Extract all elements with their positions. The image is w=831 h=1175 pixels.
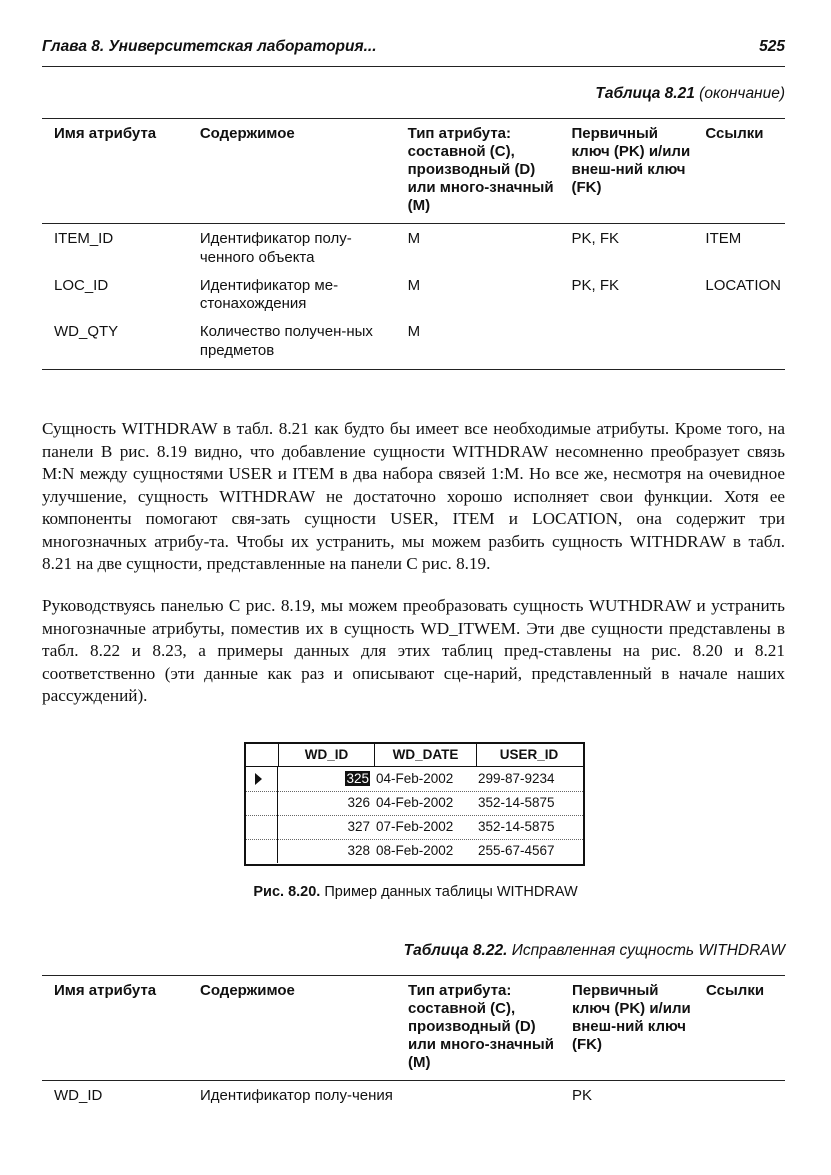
wd-date-cell: 07-Feb-2002: [376, 819, 454, 834]
figure-8-20-caption: [0, 884, 831, 900]
attribute-name: WD_ID: [54, 1087, 103, 1104]
datasheet-row: [246, 767, 583, 792]
user-id-cell: 255-67-4567: [478, 843, 555, 858]
col-attribute-name: Имя атрибута: [54, 125, 157, 142]
row-selector: [246, 791, 278, 815]
attribute-ref: LOCATION: [705, 276, 781, 294]
row-selector: [246, 839, 278, 863]
head-rule: [42, 66, 785, 67]
col-wd-date: WD_DATE: [374, 744, 476, 766]
col-attribute-name: Имя атрибута: [54, 982, 157, 999]
wd-date-cell: 08-Feb-2002: [376, 843, 454, 858]
figure-caption-text: Пример данных таблицы WITHDRAW: [320, 884, 578, 900]
table-row: [42, 224, 785, 271]
wd-id-cell: 327: [347, 819, 370, 834]
attribute-content: Идентификатор ме-стонахождения: [199, 276, 339, 313]
attribute-key: PK, FK: [571, 230, 619, 247]
wd-date-cell: 04-Feb-2002: [376, 795, 454, 810]
attribute-ref: [701, 317, 785, 369]
user-id-cell: 352-14-5875: [478, 819, 555, 834]
attribute-content: Идентификатор полу-чения: [200, 1087, 393, 1104]
row-selector: [246, 815, 278, 839]
attribute-type: M: [407, 230, 421, 247]
chapter-title: Глава 8. Университетская лаборатория...: [42, 38, 377, 55]
col-attribute-type: Тип атрибута: составной (С), производный (D) или много-значный (М): [407, 125, 554, 214]
table-row: [42, 317, 785, 369]
datasheet-header: [246, 744, 583, 767]
attribute-key: PK: [572, 1087, 593, 1104]
attribute-ref: ITEM: [705, 230, 742, 247]
datasheet-row: [246, 839, 583, 863]
table-8-21: [42, 118, 785, 370]
attribute-content: Идентификатор полу-ченного объекта: [199, 230, 352, 266]
table-8-22-caption: [404, 942, 785, 960]
row-selector: [246, 767, 278, 791]
current-record-arrow-icon: [255, 773, 262, 785]
col-references: Ссылки: [706, 982, 765, 999]
attribute-key: PK, FK: [571, 276, 619, 294]
figure-caption-number: Рис. 8.20.: [253, 884, 321, 900]
wd-id-cell: [280, 767, 370, 791]
attribute-name: WD_QTY: [54, 323, 119, 340]
wd-id-cell: 328: [347, 843, 370, 858]
attribute-ref: [702, 1081, 785, 1109]
table-header-row: [42, 119, 785, 224]
attribute-name: LOC_ID: [54, 276, 109, 294]
wd-id-value: 325: [346, 771, 369, 786]
user-id-cell: 299-87-9234: [478, 771, 555, 786]
col-references: Ссылки: [705, 125, 764, 142]
datasheet-row: [246, 815, 583, 840]
col-user-id: USER_ID: [476, 744, 581, 766]
table-8-21-caption-number: Таблица 8.21: [595, 85, 695, 102]
attribute-type: M: [407, 276, 421, 294]
select-all-corner: [246, 744, 278, 766]
table-8-22-caption-text: Исправленная сущность WITHDRAW: [507, 942, 785, 959]
attribute-type: M: [407, 323, 421, 340]
col-key: Первичный ключ (PK) и/или внеш-ний ключ (FK): [572, 982, 691, 1053]
attribute-key: [567, 317, 701, 369]
table-header-row: [42, 976, 785, 1081]
page-number: 525: [759, 38, 785, 55]
table-row: [42, 1081, 785, 1109]
user-id-cell: 352-14-5875: [478, 795, 555, 810]
datasheet-row: [246, 791, 583, 816]
attribute-content: Количество получен-ных предметов: [199, 323, 373, 359]
table-8-22: [42, 975, 785, 1109]
table-row: [42, 271, 785, 318]
col-content: Содержимое: [199, 125, 295, 142]
table-8-21-caption-text: (окончание): [694, 85, 785, 102]
wd-date-cell: 04-Feb-2002: [376, 771, 454, 786]
col-attribute-type: Тип атрибута: составной (С), производный (D) или много-значный (М): [408, 982, 554, 1071]
col-content: Содержимое: [200, 982, 295, 999]
table-8-21-caption: [595, 85, 785, 103]
wd-id-cell: 326: [347, 795, 370, 810]
attribute-type: [404, 1081, 568, 1109]
paragraph-1: Сущность WITHDRAW в табл. 8.21 как будто бы имеет все необходимые атрибуты. Кроме того, на панели В рис. 8.19 видно, что добавление сущности WITHDRAW несомненно преобразует связь M:N между сущностями USER и ITEM в два набора связей 1:М. Но все же, несмотря на очевидное улучшение, сущность WITHDRAW не достаточно хорошо исполняет свои функции. Хотя ее компоненты помогают свя-зать сущности USER, ITEM и LOCATION, она содержит три многозначных атрибу-та. Чтобы их устранить, мы можем разбить сущность WITHDRAW в табл. 8.21 на две сущности, представленные на панели С рис. 8.19.: [42, 419, 785, 573]
withdraw-datasheet: [244, 742, 585, 866]
running-head: [42, 38, 785, 62]
paragraph-2: Руководствуясь панелью С рис. 8.19, мы можем преобразовать сущность WUTHDRAW и устранить многозначные атрибуты, поместив их в сущность WD_ITWEM. Эти две сущности представлены в табл. 8.22 и 8.23, а примеры данных для этих таблиц пред-ставлены на рис. 8.20 и 8.21 соответственно (эти данные как раз и описывают сце-нарий, представленный в начале наших рассуждений).: [42, 596, 785, 705]
col-wd-id: WD_ID: [278, 744, 374, 766]
table-8-22-caption-number: Таблица 8.22.: [403, 942, 508, 959]
attribute-name: ITEM_ID: [54, 230, 114, 247]
col-key: Первичный ключ (PK) и/или внеш-ний ключ (FK): [571, 125, 691, 196]
